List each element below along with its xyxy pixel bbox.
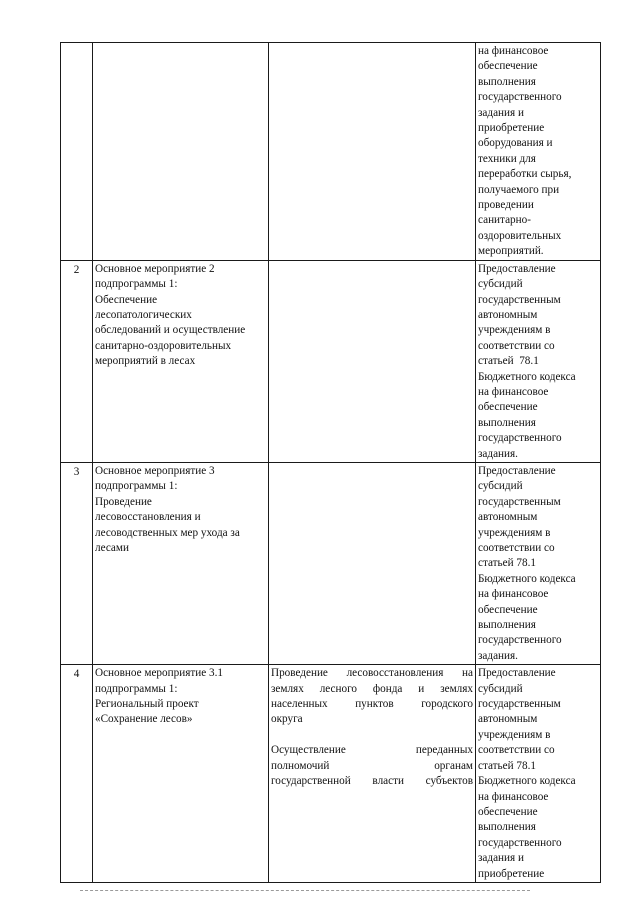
text-line: субсидий	[478, 682, 523, 695]
funding-mechanism-cell	[476, 462, 601, 664]
text-line: техники для	[478, 152, 536, 165]
text-line: учреждениям в	[478, 324, 551, 337]
text-line: выполнения	[478, 416, 536, 429]
text-line: Предоставление	[478, 667, 556, 680]
text-line: приобретение	[478, 867, 545, 880]
measure-name-cell	[93, 462, 269, 664]
text-line: государственного	[478, 91, 562, 104]
text-line: на финансовое	[478, 45, 549, 57]
measure-name-cell	[93, 43, 269, 261]
text-line: выполнения	[478, 75, 536, 88]
text-line: Обеспечение	[95, 293, 158, 306]
text-line: обеспечение	[478, 805, 538, 818]
row-number-cell: 4	[61, 665, 93, 883]
text-line: округа	[271, 713, 303, 726]
measure-description-cell	[269, 43, 476, 261]
funding-mechanism-cell	[476, 260, 601, 462]
text-line: государственного	[478, 634, 562, 647]
text-line: учреждениям в	[478, 728, 551, 741]
text-line: мероприятий в лесах	[95, 355, 196, 368]
text-line: переработки сырья,	[478, 168, 572, 181]
text-line: подпрограммы 1:	[95, 480, 178, 493]
text-line: подпрограммы 1:	[95, 682, 178, 695]
text-line: государственным	[478, 698, 561, 711]
measure-name-cell	[93, 665, 269, 883]
text-line: полномочий органам	[271, 759, 473, 772]
text-line: Осуществление переданных	[271, 744, 473, 757]
text-line: статьей 78.1	[478, 759, 536, 772]
text-line: подпрограммы 1:	[95, 278, 178, 291]
text-line: статьей 78.1	[478, 557, 536, 570]
measure-description-cell	[269, 260, 476, 462]
text-line: на финансовое	[478, 588, 549, 601]
text-line: Бюджетного кодекса	[478, 572, 576, 585]
text-line: оборудования и	[478, 137, 553, 150]
text-line: субсидий	[478, 480, 523, 493]
row-number-cell: 3	[61, 462, 93, 664]
text-line: лесовосстановления и	[95, 511, 201, 524]
text-line: государственной власти субъектов	[271, 775, 473, 788]
text-line: Проведение	[95, 495, 152, 508]
text-line: обеспечение	[478, 60, 538, 73]
measure-description-cell	[269, 462, 476, 664]
table-row	[61, 462, 601, 664]
text-line: «Сохранение лесов»	[95, 713, 193, 726]
text-line: государственным	[478, 495, 561, 508]
text-line: автономным	[478, 713, 538, 726]
text-line: соответствии со	[478, 339, 555, 352]
text-line: статьей 78.1	[478, 355, 539, 368]
text-line: лесами	[95, 542, 129, 554]
text-line: санитарно-оздоровительных	[95, 339, 232, 352]
text-line: учреждениям в	[478, 526, 551, 539]
text-line: лесоводственных мер ухода за	[95, 526, 240, 539]
text-line: задания.	[478, 447, 518, 460]
text-line: обеспечение	[478, 603, 538, 616]
text-line: задания и	[478, 106, 524, 119]
text-line: проведении	[478, 199, 534, 212]
text-line: Проведение лесовосстановления на	[271, 667, 473, 680]
text-line: Бюджетного кодекса	[478, 370, 576, 383]
text-line: получаемого при	[478, 183, 560, 196]
measures-table	[60, 42, 601, 883]
text-line: обследований и осуществление	[95, 324, 246, 337]
text-line: Региональный проект	[95, 698, 199, 711]
text-line: населенных пунктов городского	[271, 698, 473, 711]
row-number-cell: 2	[61, 260, 93, 462]
text-line: государственного	[478, 432, 562, 445]
text-line: выполнения	[478, 821, 536, 834]
text-line: государственным	[478, 293, 561, 306]
text-line: государственного	[478, 836, 562, 849]
funding-mechanism-cell	[476, 43, 601, 261]
funding-mechanism-cell	[476, 665, 601, 883]
table-row	[61, 43, 601, 261]
text-line: землях лесного фонда и землях	[271, 682, 473, 695]
text-line: Предоставление	[478, 262, 556, 275]
text-line: задания и	[478, 852, 524, 865]
text-line: лесопатологических	[95, 308, 192, 321]
table-row	[61, 665, 601, 883]
text-line: автономным	[478, 308, 538, 321]
text-line: Предоставление	[478, 464, 556, 477]
text-line: на финансовое	[478, 790, 549, 803]
table-row	[61, 260, 601, 462]
text-line: санитарно-	[478, 214, 531, 227]
text-line: обеспечение	[478, 401, 538, 414]
text-line: Основное мероприятие 3	[95, 464, 215, 477]
text-line: субсидий	[478, 278, 523, 291]
text-line: на финансовое	[478, 385, 549, 398]
text-line: соответствии со	[478, 744, 555, 757]
row-number-cell	[61, 43, 93, 261]
text-line: мероприятий.	[478, 245, 544, 258]
measure-description-cell	[269, 665, 476, 883]
page-bottom-rule	[80, 890, 530, 891]
measure-name-cell	[93, 260, 269, 462]
text-line: оздоровительных	[478, 229, 562, 242]
text-line: соответствии со	[478, 542, 555, 554]
text-line: Бюджетного кодекса	[478, 775, 576, 788]
text-line: приобретение	[478, 122, 545, 135]
text-line: Основное мероприятие 2	[95, 262, 215, 275]
text-line: задания.	[478, 649, 518, 662]
text-line: Основное мероприятие 3.1	[95, 667, 223, 680]
text-line: выполнения	[478, 619, 536, 632]
text-line: автономным	[478, 511, 538, 524]
